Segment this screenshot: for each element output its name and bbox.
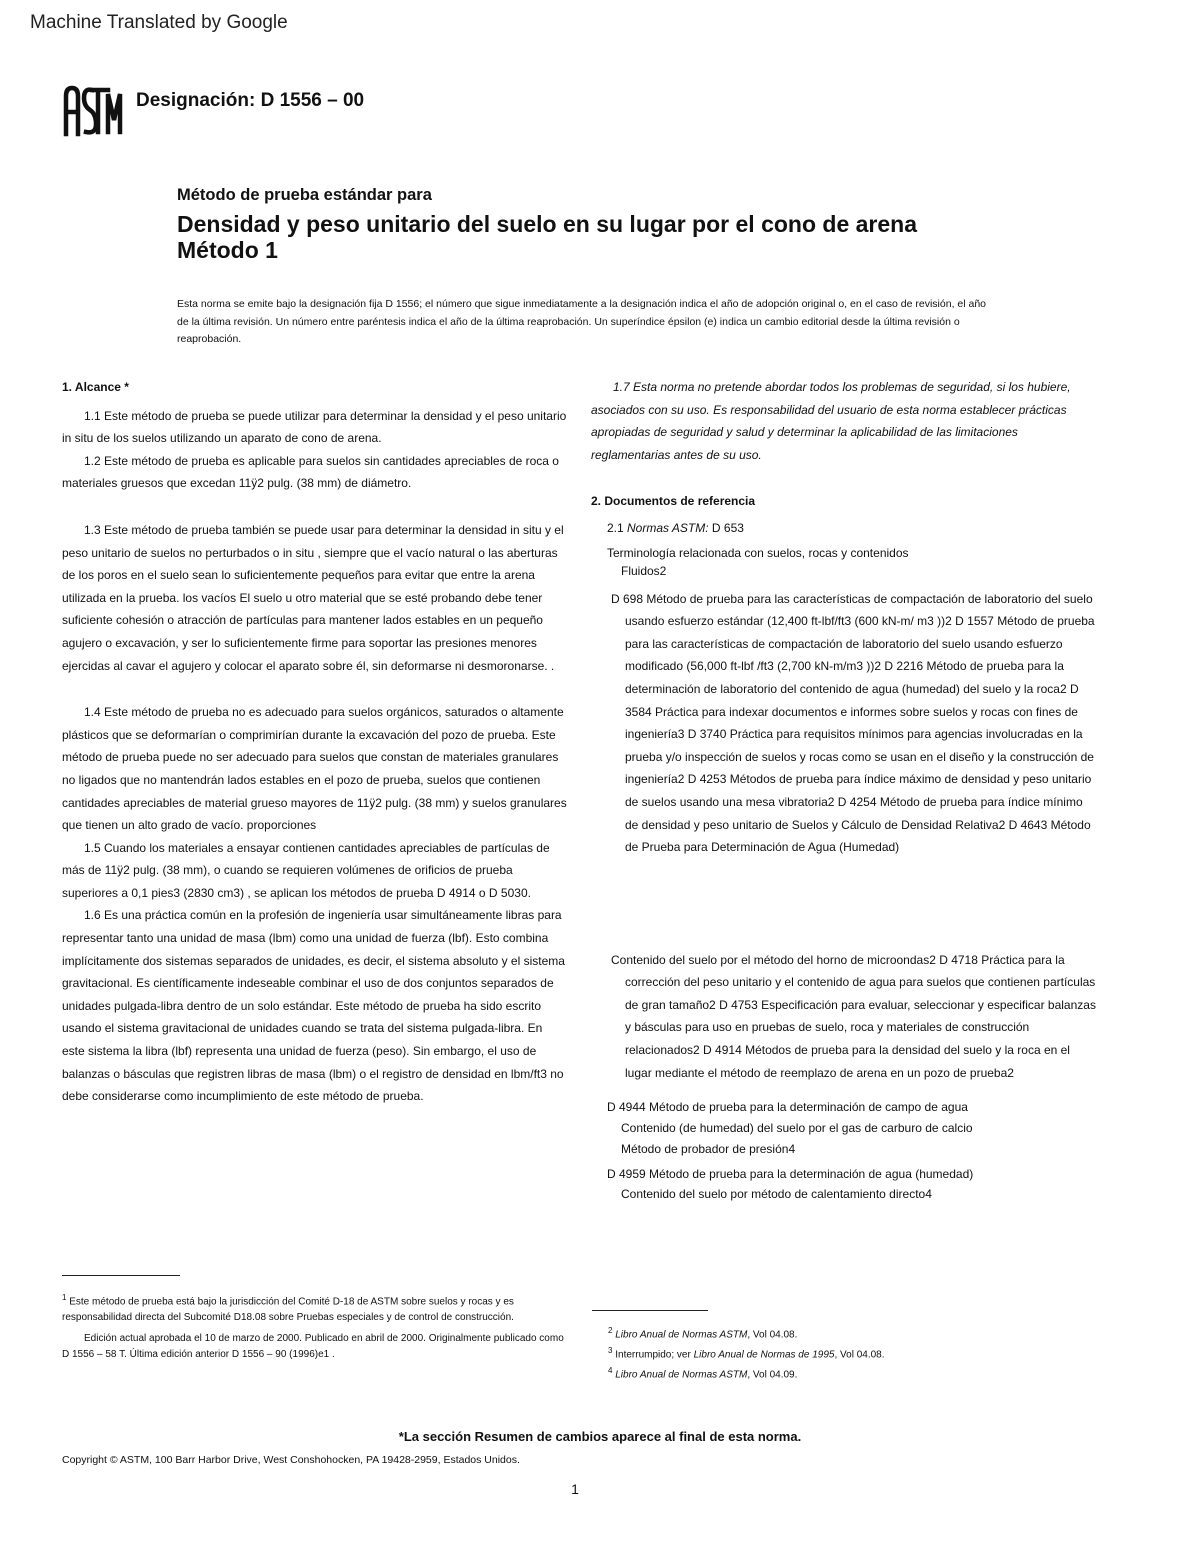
title-line-1: Densidad y peso unitario del suelo en su lugar por el cono de arena	[177, 211, 917, 237]
paragraph-2-1	[591, 517, 1096, 540]
paragraph-2-1-number: 2.1	[607, 520, 628, 535]
designation: Designación: D 1556 – 00	[136, 90, 365, 111]
paragraph-1-2: 1.2 Este método de prueba es aplicable para suelos sin cantidades apreciables de roca o materiales gruesos que excedan 11ÿ2 pulg. (38 mm) de diámetro.	[62, 453, 559, 491]
left-column	[62, 376, 567, 1108]
footnote-2-volume: , Vol 04.08.	[747, 1329, 798, 1341]
ref-d4944-line-1: D 4944 Método de prueba para la determinación de campo de agua	[607, 1100, 968, 1115]
footnote-3-title: Libro Anual de Normas de 1995	[693, 1349, 835, 1361]
summary-of-changes-note: *La sección Resumen de cambios aparece al final de esta norma.	[398, 1429, 802, 1444]
footnote-2-marker: 2	[608, 1326, 613, 1335]
footnote-rule-left	[62, 1275, 180, 1276]
paragraph-1-7: 1.7 Esta norma no pretende abordar todos los problemas de seguridad, si los hubiere, asociados con su uso. Es responsabilidad del usuario de esta norma establecer prácticas apropiadas de seguridad y salud y determinar la aplicabilidad de las limitaciones reglamentarias antes de su uso.	[591, 380, 1071, 462]
paragraph-1-1: 1.1 Este método de prueba se puede utilizar para determinar la densidad y el peso unitario in situ de los suelos utilizando un aparato de cono de arena.	[62, 408, 567, 446]
footnote-1	[62, 1290, 567, 1325]
ref-d4944-line-2: Contenido (de humedad) del suelo por el gas de carburo de calcio	[621, 1121, 973, 1136]
footnote-3	[608, 1343, 1098, 1363]
footnote-4-title: Libro Anual de Normas ASTM	[612, 1368, 748, 1380]
paragraph-1-6: 1.6 Es una práctica común en la profesión de ingeniería usar simultáneamente libras para representar tanto una unidad de masa (lbm) como una unidad de fuerza (lbf). Esto combina implícitamente dos sistemas separados de unidades, es decir, el sistema absoluto y el sistema gravitacional. Es científicamente indeseable combinar el uso de dos conjuntos separados de unidades pulgada-libra dentro de un solo estándar. Este método de prueba ha sido escrito usando el sistema gravitacional de unidades cuando se trata del sistema pulgada-libra. En este sistema la libra (lbf) representa una unidad de fuerza (peso). Sin embargo, el uso de balanzas o básculas que registren libras de masa (lbm) o el registro de densidad en lbm/ft3 no debe considerarse como incumplimiento de este método de prueba.	[62, 908, 565, 1104]
footnote-4-volume: , Vol 04.09.	[747, 1368, 798, 1380]
ref-terminology-line-2: Fluidos2	[621, 563, 667, 578]
footnote-3-volume: , Vol 04.08.	[834, 1349, 885, 1361]
ref-d4944-line-3: Método de probador de presión4	[621, 1142, 796, 1157]
page-number: 1	[571, 1481, 579, 1497]
footnote-4-marker: 4	[608, 1365, 613, 1375]
footnotes-left	[62, 1290, 567, 1362]
paragraph-1-5: 1.5 Cuando los materiales a ensayar contienen cantidades apreciables de partículas de más de 11ÿ2 pulg. (38 mm), o cuando se requieren volúmenes de orificios de prueba superiores a 0,1 pies3 (2830 cm3) , se aplican los métodos de prueba D 4914 o D 5030.	[62, 840, 550, 900]
section-1-heading: 1. Alcance *	[62, 380, 129, 394]
footnote-rule-right	[592, 1310, 708, 1311]
paragraph-1-3: 1.3 Este método de prueba también se puede usar para determinar la densidad in situ y el peso unitario de suelos no perturbados o in situ , siempre que el vacío natural o las aberturas de los poros en el suelo sean lo suficientemente pequeños para evitar que entre la arena utilizada en la prueba. los vacíos El suelo u otro material que se esté probando debe tener suficiente cohesión o atracción de partículas para mantener lados estables en un pequeño agujero o excavación, y ser lo suficientemente firme para soportar las presiones menores ejercidas al cavar el agujero y colocar el aparato sobre él, sin deformarse ni desmoronarse. .	[62, 522, 564, 673]
references-block-1: D 698 Método de prueba para las características de compactación de laboratorio del suelo usando esfuerzo estándar (12,400 ft-lbf/ft3 (600 kN-m/ m3 ))2 D 1557 Método de prueba para las características de compactación de laboratorio del suelo usando esfuerzo modificado (56,000 ft-lbf /ft3 (2,700 kN-m/m3 ))2 D 2216 Método de prueba para la determinación de laboratorio del contenido de agua (humedad) del suelo y la roca2 D 3584 Práctica para indexar documentos e informes sobre suelos y rocas con fines de ingeniería3 D 3740 Práctica para requisitos mínimos para agencias involucradas en la prueba y/o inspección de suelos y rocas como se usan en el diseño y la construcción de ingeniería2 D 4253 Métodos de prueba para índice máximo de densidad y peso unitario de suelos usando una mesa vibratoria2 D 4254 Método de prueba para índice mínimo de densidad y peso unitario de Suelos y Cálculo de Densidad Relativa2 D 4643 Método de Prueba para Determinación de Agua (Humedad)	[611, 591, 1095, 855]
footnotes-right	[608, 1323, 1098, 1382]
footnote-1-marker: 1	[62, 1293, 67, 1302]
references-block-2: Contenido del suelo por el método del horno de microondas2 D 4718 Práctica para la corrección del peso unitario y el contenido de agua para suelos que contienen partículas de gran tamaño2 D 4753 Especificación para evaluar, seleccionar y especificar balanzas y básculas para uso en pruebas de suelo, roca y materiales de construcción relacionados2 D 4914 Métodos de prueba para la densidad del suelo y la roca en el lugar mediante el método de reemplazo de arena en un pozo de prueba2	[611, 952, 1096, 1080]
footnote-1-edition: Edición actual aprobada el 10 de marzo de 2000. Publicado en abril de 2000. Originalmente publicado como D 1556 – 58 T. Última edición anterior D 1556 – 90 (1996)e1 .	[62, 1333, 564, 1360]
machine-translated-banner: Machine Translated by Google	[30, 12, 288, 33]
right-column	[591, 376, 1096, 1204]
astm-logo	[62, 80, 124, 140]
standard-title	[177, 211, 1077, 263]
ref-d4959-line-2: Contenido del suelo por método de calentamiento directo4	[621, 1187, 932, 1202]
standard-subtitle: Método de prueba estándar para	[177, 186, 432, 204]
paragraph-2-1-ref: D 653	[708, 520, 744, 535]
ref-terminology-line-1: Terminología relacionada con suelos, rocas y contenidos	[607, 545, 909, 560]
footnote-4	[608, 1363, 1098, 1383]
paragraph-1-4: 1.4 Este método de prueba no es adecuado para suelos orgánicos, saturados o altamente plásticos que se deformarían o comprimirían durante la excavación del pozo de prueba. Este método de prueba puede no ser adecuado para suelos que constan de materiales granulares no ligados que no mantendrán lados estables en el pozo de prueba, suelos que contienen cantidades apreciables de material grueso mayores de 11ÿ2 pulg. (38 mm) y suelos granulares que tienen un alto grado de vacío. proporciones	[62, 705, 567, 833]
ref-d4944	[591, 1098, 1096, 1158]
copyright: Copyright © ASTM, 100 Barr Harbor Drive, West Conshohocken, PA 19428-2959, Estados Unidos.	[62, 1454, 520, 1466]
ref-d4959-line-1: D 4959 Método de prueba para la determinación de agua (humedad)	[607, 1167, 974, 1182]
footnote-3-marker: 3	[608, 1345, 613, 1355]
footnote-2	[608, 1323, 1098, 1343]
designation-notice: Esta norma se emite bajo la designación fija D 1556; el número que sigue inmediatamente a la designación indica el año de adopción original o, en el caso de revisión, el año de la última revisión. Un número entre paréntesis indica el año de la última reaprobación. Un superíndice épsilon (e) indica un cambio editorial desde la última revisión o reaprobación.	[177, 298, 987, 345]
ref-terminology	[591, 544, 1096, 580]
section-2-heading: 2. Documentos de referencia	[591, 494, 756, 509]
title-line-2: Método 1	[177, 237, 278, 263]
footnote-2-title: Libro Anual de Normas ASTM	[612, 1329, 748, 1341]
footnote-3-prefix: Interrumpido; ver	[612, 1349, 694, 1361]
ref-d4959	[591, 1164, 1096, 1204]
paragraph-2-1-label: Normas ASTM:	[627, 520, 709, 535]
footnote-1-text: Este método de prueba está bajo la jurisdicción del Comité D-18 de ASTM sobre suelos y rocas y es responsabilidad directa del Subcomité D18.08 sobre Pruebas especiales y de control de construcción.	[62, 1296, 514, 1323]
